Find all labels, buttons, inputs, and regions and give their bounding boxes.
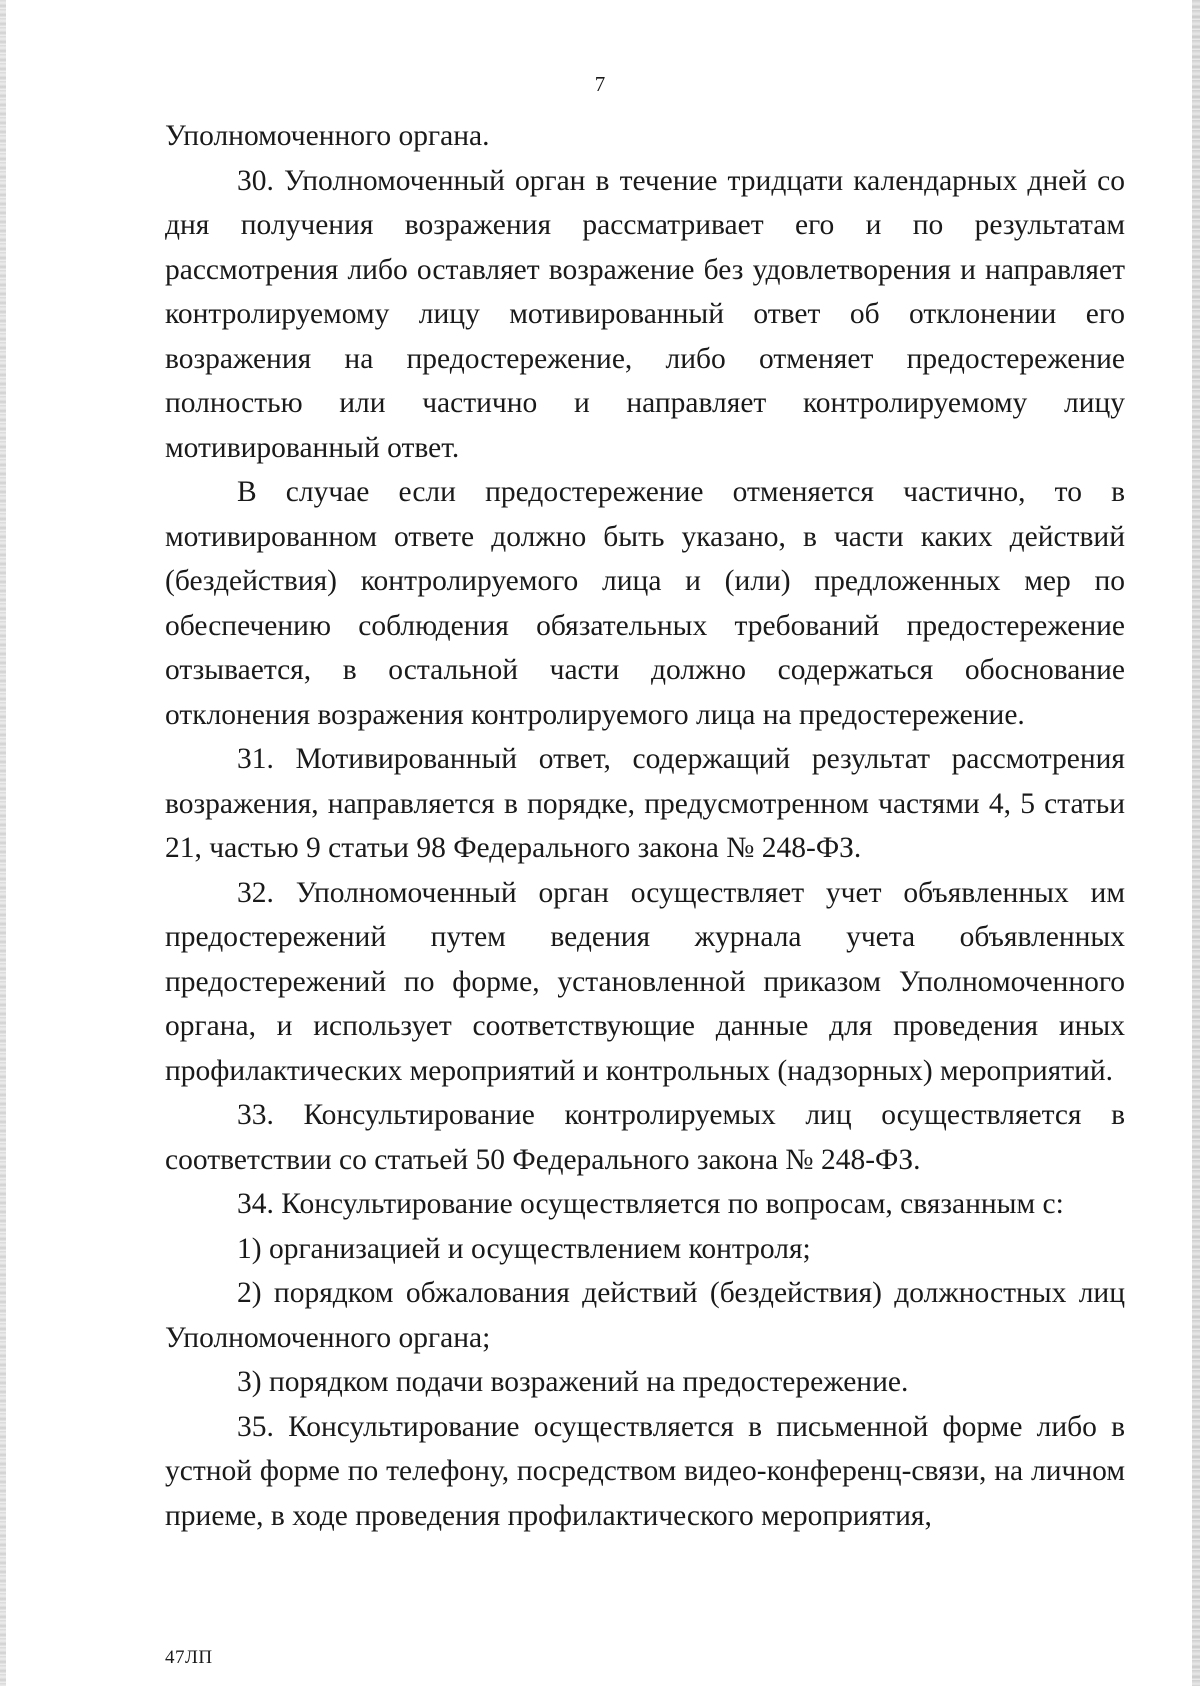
paragraph: В случае если предостережение отменяется частично, то в мотивированном ответе должно быть указано, в части каких действий (бездействия) контролируемого лица и (или) предложенных мер по обеспечению соблюдения обязательных требований предостережение отзывается, в остальной части должно содержаться обоснование отклонения возражения контролируемого лица на предостережение. [165, 476, 1125, 731]
paragraph: Уполномоченного органа. [165, 120, 490, 152]
footer-code: 47ЛП [165, 1647, 213, 1668]
paragraph: 35. Консультирование осуществляется в письменной форме либо в устной форме по телефону, посредством видео-конференц-связи, на личном приеме, в ходе проведения профилактического мероприятия, [165, 1410, 1125, 1532]
document-body [165, 114, 1125, 1538]
paragraph: 34. Консультирование осуществляется по вопросам, связанным с: [237, 1188, 1064, 1220]
scan-edge-right [1192, 0, 1200, 1686]
list-item: 3) порядком подачи возражений на предостережение. [237, 1366, 909, 1398]
scan-edge-left [0, 0, 6, 1686]
paragraph: 32. Уполномоченный орган осуществляет учет объявленных им предостережений путем ведения журнала учета объявленных предостережений по форме, установленной приказом Уполномоченного органа, и использует соответствующие данные для проведения иных профилактических мероприятий и контрольных (надзорных) мероприятий. [165, 876, 1125, 1087]
paragraph: 30. Уполномоченный орган в течение тридцати календарных дней со дня получения возражения рассматривает его и по результатам рассмотрения либо оставляет возражение без удовлетворения и направляет контролируемому лицу мотивированный ответ об отклонении его возражения на предостережение, либо отменяет предостережение полностью или частично и направляет контролируемому лицу мотивированный ответ. [165, 164, 1125, 464]
list-item: 2) порядком обжалования действий (бездействия) должностных лиц Уполномоченного органа; [165, 1277, 1125, 1354]
page-number: 7 [594, 72, 606, 96]
paragraph: 33. Консультирование контролируемых лиц осуществляется в соответствии со статьей 50 Федерального закона № 248-ФЗ. [165, 1099, 1125, 1176]
list-item: 1) организацией и осуществлением контроля; [237, 1232, 811, 1265]
paragraph: 31. Мотивированный ответ, содержащий результат рассмотрения возражения, направляется в порядке, предусмотренном частями 4, 5 статьи 21, частью 9 статьи 98 Федерального закона № 248-ФЗ. [165, 743, 1125, 864]
